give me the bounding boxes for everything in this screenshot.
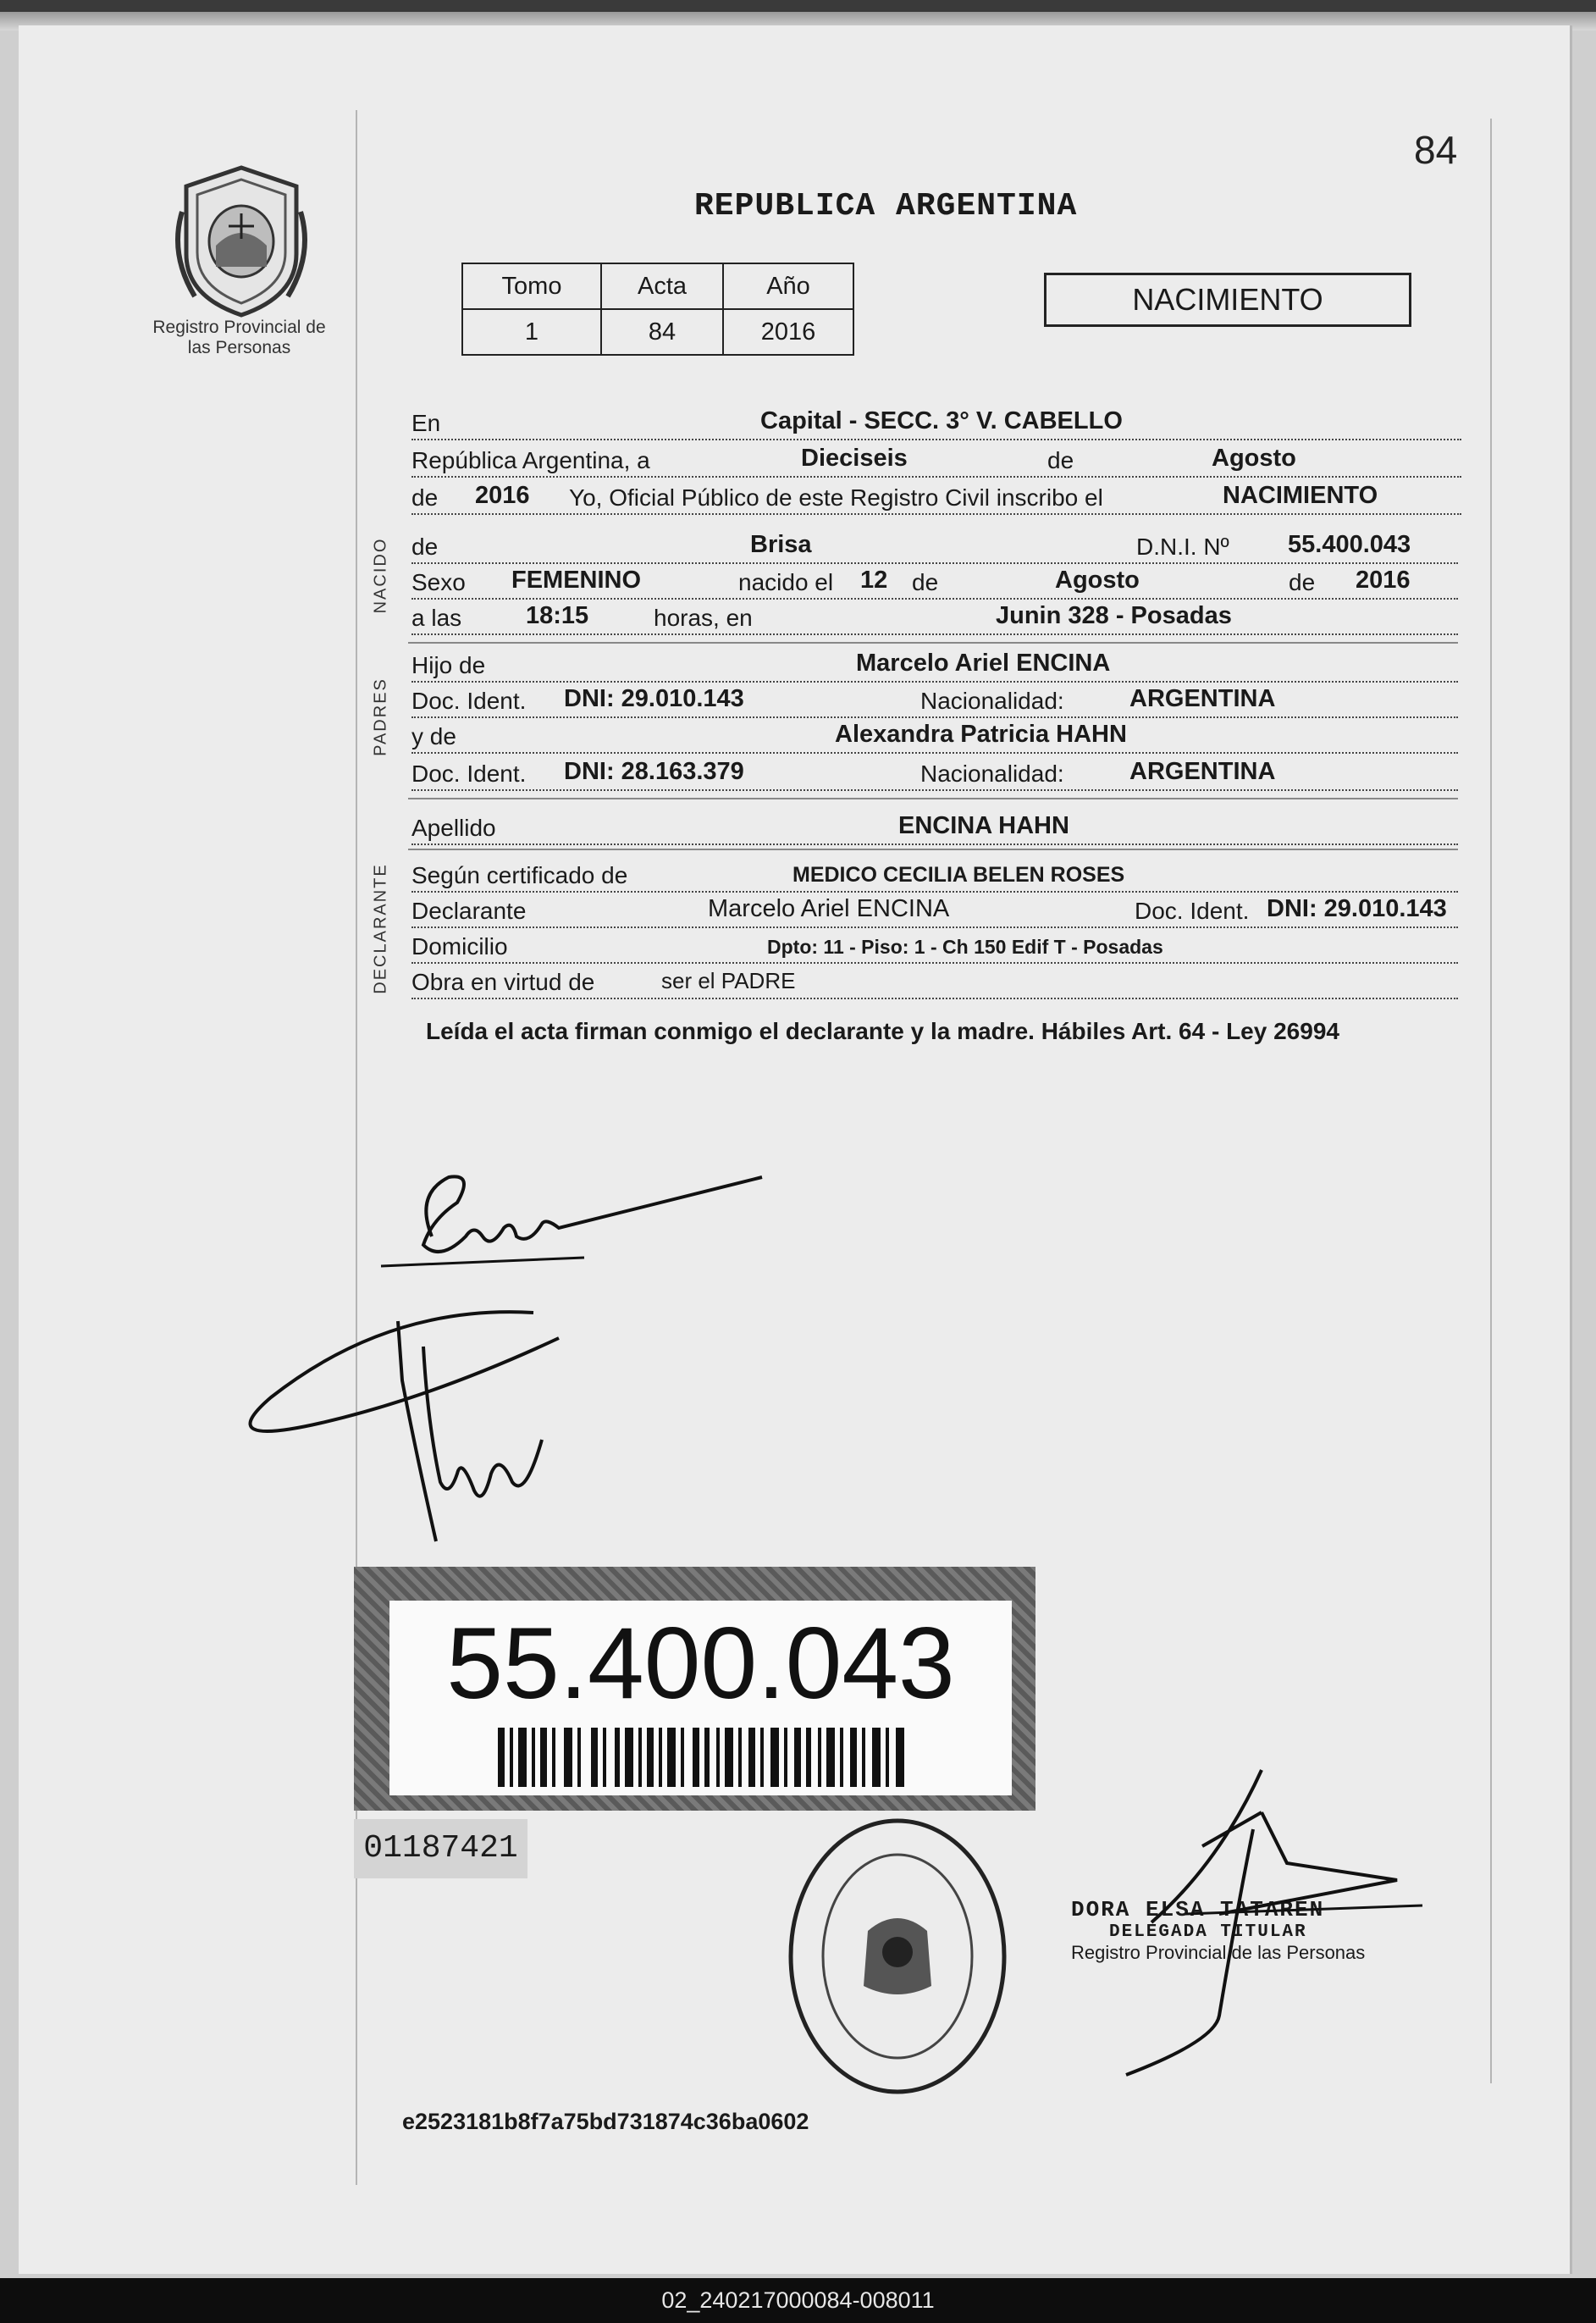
nacido-de-label2: de: [907, 569, 943, 596]
horas-en-label: horas, en: [649, 605, 758, 632]
barcode-icon: [498, 1728, 904, 1787]
row-obra: [411, 964, 1458, 999]
padres-section-label: PADRES: [371, 678, 390, 756]
tomo-header: Tomo: [462, 263, 601, 309]
ticket-serial: 01187421: [354, 1819, 527, 1878]
nacido-de-label: de: [411, 534, 439, 560]
padre-nac: ARGENTINA: [1129, 685, 1276, 712]
ticket-number: 55.400.043: [446, 1607, 955, 1720]
nacido-dia: 12: [860, 567, 888, 594]
declarante-nombre: Marcelo Ariel ENCINA: [708, 895, 950, 922]
en-value: Capital - SECC. 3° V. CABELLO: [760, 407, 1123, 434]
nacido-section-label: NACIDO: [371, 537, 390, 614]
row-segun: [411, 857, 1458, 893]
row-declarante: [411, 893, 1458, 928]
segun-label: Según certificado de: [411, 862, 628, 888]
signature-declarante: [364, 1143, 779, 1279]
nacido-nombre: Brisa: [750, 531, 812, 558]
yo-label: Yo, Oficial Público de este Registro Civil inscribo el: [564, 484, 1108, 512]
declarante-doc: DNI: 29.010.143: [1267, 895, 1447, 922]
signature-official: [1118, 1762, 1439, 2083]
madre-doc: DNI: 28.163.379: [564, 758, 744, 785]
page-number: 84: [1414, 128, 1458, 172]
apellido-value: ENCINA HAHN: [898, 812, 1069, 839]
row-hijo-de: [411, 647, 1458, 683]
row-anio: [411, 479, 1461, 515]
signature-madre: [220, 1287, 711, 1567]
row-republica: [411, 442, 1461, 478]
de2-label: de: [411, 484, 439, 511]
sexo-value: FEMENINO: [511, 567, 642, 594]
anio-value: 2016: [723, 309, 853, 355]
hijo-de-label: Hijo de: [411, 652, 486, 678]
dni-ticket: [354, 1567, 1035, 1811]
certificado-value: MEDICO CECILIA BELEN ROSES: [792, 863, 1125, 887]
row-sexo: [411, 564, 1458, 600]
provincial-seal-icon: [169, 161, 313, 322]
padre-nac-label: Nacionalidad:: [915, 688, 1069, 715]
row-en: [411, 405, 1461, 440]
margin-line-right: [1490, 119, 1492, 2083]
republica-label: República Argentina, a: [411, 447, 650, 473]
hora-value: 18:15: [526, 602, 589, 629]
row-padre-doc: [411, 683, 1458, 718]
mes-value: Agosto: [1212, 445, 1296, 472]
separator-line: [408, 798, 1458, 799]
lugar-value: Junin 328 - Posadas: [996, 602, 1232, 629]
dia-value: Dieciseis: [801, 445, 908, 472]
official-org: Registro Provincial de las Personas: [1071, 1942, 1366, 1963]
registry-table: [461, 263, 854, 356]
dni-label: D.N.I. Nº: [1131, 534, 1234, 561]
tomo-value: 1: [462, 309, 601, 355]
nacido-anio: 2016: [1356, 567, 1411, 594]
nacido-mes: Agosto: [1055, 567, 1140, 594]
separator-line: [408, 849, 1458, 850]
scan-top-band: [0, 0, 1596, 12]
leida-statement: Leída el acta firman conmigo el declarante y la madre. Hábiles Art. 64 - Ley 26994: [426, 1018, 1339, 1044]
dni-ticket-panel: [389, 1601, 1012, 1795]
a-las-label: a las: [411, 605, 462, 631]
domicilio-label: Domicilio: [411, 933, 508, 960]
obra-label: Obra en virtud de: [411, 969, 595, 995]
madre-nombre: Alexandra Patricia HAHN: [835, 721, 1127, 748]
registro-provincial-label: Registro Provincial de las Personas: [152, 318, 326, 357]
document-type-box: NACIMIENTO: [1044, 273, 1411, 327]
anio-header: Año: [723, 263, 853, 309]
apellido-label: Apellido: [411, 815, 496, 841]
row-apellido: [411, 810, 1458, 845]
en-label: En: [411, 410, 441, 436]
row-nombre: [411, 528, 1458, 564]
sexo-label: Sexo: [411, 569, 466, 595]
madre-doc-label: Doc. Ident.: [411, 761, 527, 787]
declarante-label: Declarante: [411, 898, 527, 924]
acta-value: 84: [601, 309, 723, 355]
declarante-section-label: DECLARANTE: [371, 863, 390, 994]
de-label: de: [1042, 447, 1079, 474]
document-hash: e2523181b8f7a75bd731874c36ba0602: [402, 2109, 809, 2134]
madre-nac: ARGENTINA: [1129, 758, 1276, 785]
row-hora: [411, 600, 1458, 635]
anio-value: 2016: [475, 482, 530, 509]
nacido-dni: 55.400.043: [1288, 531, 1411, 558]
madre-nac-label: Nacionalidad:: [915, 761, 1069, 788]
row-y-de: [411, 718, 1458, 754]
row-domicilio: [411, 928, 1458, 964]
separator-line: [408, 642, 1458, 644]
padre-doc-label: Doc. Ident.: [411, 688, 527, 714]
official-name: DORA ELSA TATAREN: [1071, 1897, 1325, 1922]
acta-header: Acta: [601, 263, 723, 309]
scan-footer-id: 02_240217000084-008011: [0, 2278, 1596, 2323]
padre-nombre: Marcelo Ariel ENCINA: [856, 650, 1111, 677]
nacido-el-label: nacido el: [733, 569, 838, 596]
row-madre-doc: [411, 755, 1458, 791]
country-heading: REPUBLICA ARGENTINA: [694, 188, 1078, 224]
inscribo-value: NACIMIENTO: [1223, 482, 1378, 509]
delegation-stamp-icon: [783, 1812, 1012, 2100]
obra-value: ser el PADRE: [661, 968, 796, 993]
domicilio-value: Dpto: 11 - Piso: 1 - Ch 150 Edif T - Posadas: [767, 936, 1163, 958]
padre-doc: DNI: 29.010.143: [564, 685, 744, 712]
official-title: DELEGADA TITULAR: [1109, 1922, 1307, 1942]
nacido-de-label3: de: [1284, 569, 1320, 596]
y-de-label: y de: [411, 723, 456, 749]
declarante-doc-label: Doc. Ident.: [1129, 898, 1254, 925]
